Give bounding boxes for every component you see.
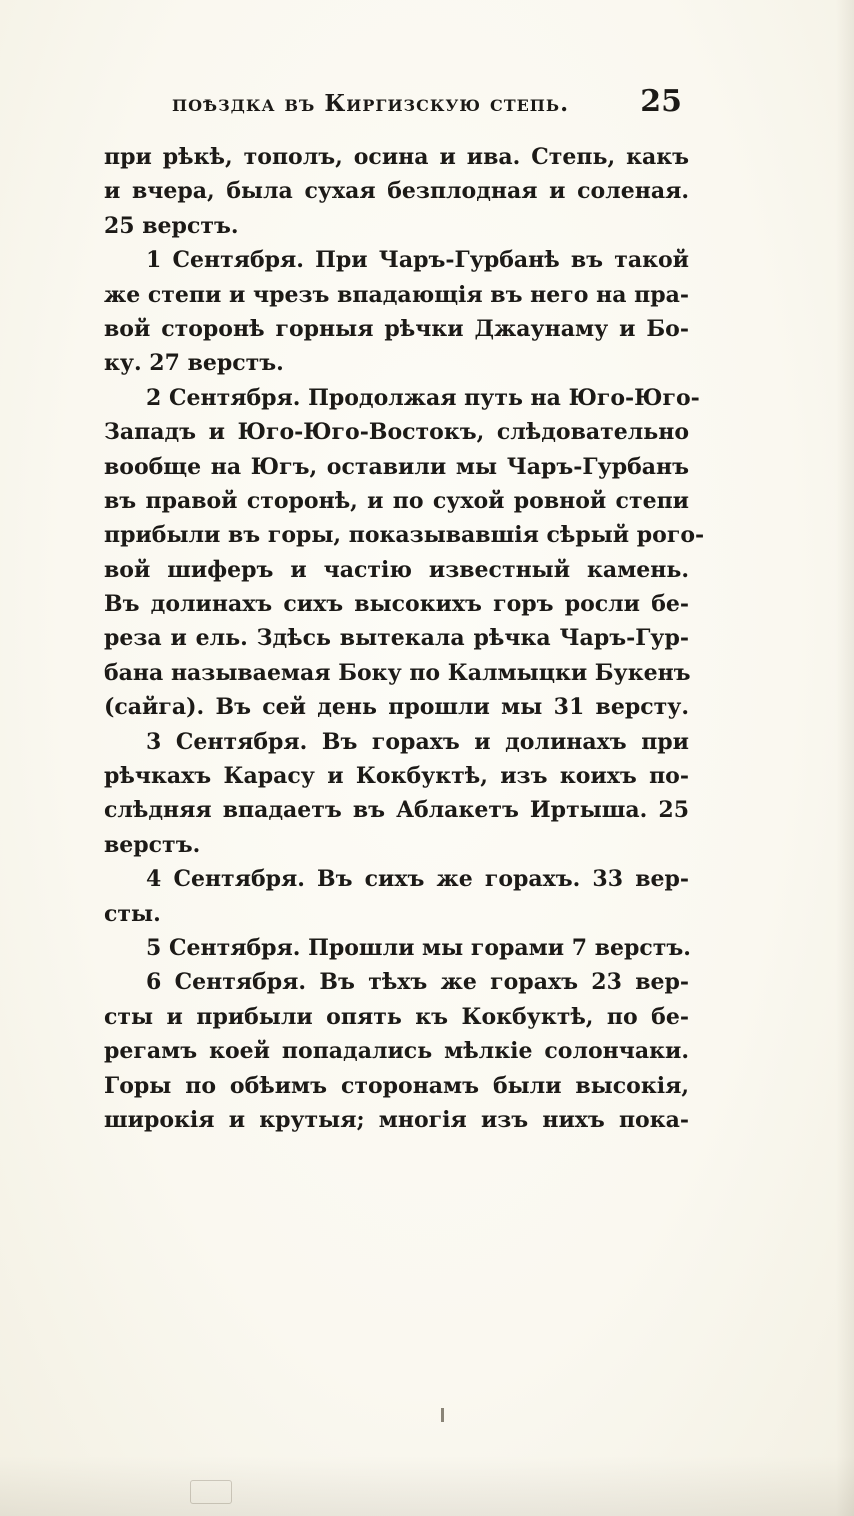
text-line: рѣчкахъ Карасу и Кокбуктѣ, изъ коихъ по- <box>104 763 689 790</box>
text-line: 2 Сентября. Продолжая путь на Юго-Юго- <box>146 384 700 411</box>
text-line: Западъ и Юго-Юго-Востокъ, слѣдовательно <box>104 419 689 446</box>
text-line: 6 Сентября. Въ тѣхъ же горахъ 23 вер- <box>146 969 689 996</box>
text-line: регамъ коей попадались мѣлкіе солончаки. <box>104 1038 689 1065</box>
text-line: широкія и крутыя; многія изъ нихъ пока- <box>104 1106 689 1133</box>
text-line: (сайга). Въ сей день прошли мы 31 версту. <box>104 694 689 721</box>
page-header <box>150 82 690 126</box>
text-line: въ правой сторонѣ, и по сухой ровной степи <box>104 487 689 514</box>
text-line: ку. 27 верстъ. <box>104 350 284 377</box>
page-edge-shadow-right <box>836 0 854 1516</box>
text-line: 25 верстъ. <box>104 212 239 239</box>
text-line: 4 Сентября. Въ сихъ же горахъ. 33 вер- <box>146 866 689 893</box>
text-line: и вчера, была сухая безплодная и соленая. <box>104 178 689 205</box>
running-title: поѣздка въ Киргизскую степь. <box>172 90 570 117</box>
text-line: вой сторонѣ горныя рѣчки Джаунаму и Бо- <box>104 315 689 342</box>
paper-stain <box>190 1480 232 1504</box>
text-line: прибыли въ горы, показывавшія сѣрый рого- <box>104 522 705 549</box>
text-line: бана называемая Боку по Калмыцки Букенъ <box>104 659 691 686</box>
text-line: слѣдняя впадаетъ въ Аблакетъ Иртыша. 25 <box>104 797 689 824</box>
text-line: вообще на Югъ, оставили мы Чаръ-Гурбанъ <box>104 453 689 480</box>
text-line: 3 Сентября. Въ горахъ и долинахъ при <box>146 728 689 755</box>
text-line: реза и ель. Здѣсь вытекала рѣчка Чаръ-Гур- <box>104 625 689 652</box>
text-line: Горы по обѣимъ сторонамъ были высокія, <box>104 1072 689 1099</box>
page-number: 25 <box>640 84 682 119</box>
text-line: сты и прибыли опять къ Кокбуктѣ, по бе- <box>104 1003 689 1030</box>
text-line: Въ долинахъ сихъ высокихъ горъ росли бе- <box>104 591 689 618</box>
text-line: верстъ. <box>104 831 201 858</box>
text-line: при рѣкѣ, тополъ, осина и ива. Степь, какъ <box>104 144 689 170</box>
text-line: сты. <box>104 900 161 927</box>
text-line: 1 Сентября. При Чаръ-Гурбанѣ въ такой <box>146 247 689 274</box>
body-text <box>104 140 705 1137</box>
page-edge-shadow-bottom <box>0 1456 854 1516</box>
print-mark <box>441 1408 444 1422</box>
text-line: же степи и чрезъ впадающія въ него на пра- <box>104 281 689 308</box>
text-line: 5 Сентября. Прошли мы горами 7 верстъ. <box>146 934 691 961</box>
text-line: вой шиферъ и частію известный камень. <box>104 556 689 583</box>
